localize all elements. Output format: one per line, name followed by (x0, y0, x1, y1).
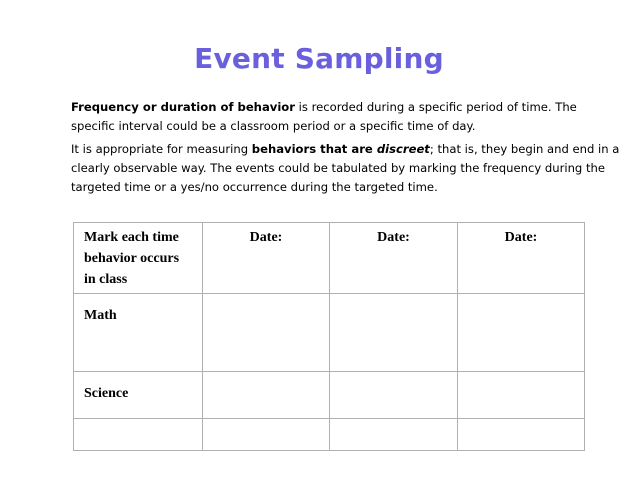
math-date-1-cell[interactable] (203, 294, 330, 372)
table-row (74, 372, 585, 451)
description-paragraph-1 (71, 98, 621, 136)
discreet-emphasis: discreet (376, 142, 430, 156)
header-date-3: Date: (458, 223, 585, 294)
table-bottom-rule (73, 418, 584, 419)
row-label-math: Math (74, 294, 203, 372)
row-label-science: Science (74, 372, 203, 451)
header-date-2: Date: (330, 223, 458, 294)
description-paragraph-2 (71, 140, 621, 197)
table-header-row (74, 223, 585, 294)
paragraph-1-text: is recorded during a specific period of time. The specific interval could be a classroom period or a specific time of day. (71, 100, 577, 133)
header-date-1: Date: (203, 223, 330, 294)
frequency-emphasis: Frequency or duration of behavior (71, 100, 295, 114)
science-date-2-cell[interactable] (330, 372, 458, 451)
behaviors-emphasis: behaviors that are (251, 142, 377, 156)
science-date-1-cell[interactable] (203, 372, 330, 451)
event-sampling-table (73, 222, 585, 451)
math-date-3-cell[interactable] (458, 294, 585, 372)
paragraph-2-text: ; that is, they begin and end in a clearly observable way. The events could be tabulated by marking the frequency during the targeted time or a yes/no occurrence during the targeted time. (71, 142, 620, 194)
science-date-3-cell[interactable] (458, 372, 585, 451)
header-mark-each: Mark each time behavior occurs in class (74, 223, 203, 294)
paragraph-2-intro: It is appropriate for measuring (71, 142, 252, 156)
table-row (74, 294, 585, 372)
page-title: Event Sampling (194, 42, 444, 75)
math-date-2-cell[interactable] (330, 294, 458, 372)
